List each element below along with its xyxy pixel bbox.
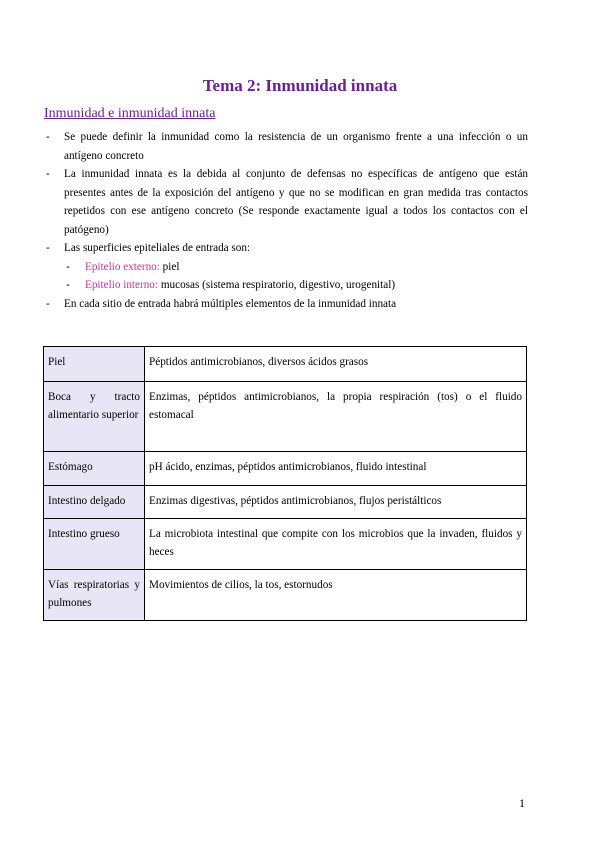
defenses-cell: La microbiota intestinal que compite con los microbios que la invaden, fluidos y heces: [145, 519, 527, 570]
bullet-item: [44, 295, 528, 314]
defenses-cell: Péptidos antimicrobianos, diversos ácidos grasos: [145, 347, 527, 382]
bullet-item: [44, 239, 528, 258]
table-row: [44, 486, 527, 519]
table-row: [44, 519, 527, 570]
bullet-item: [44, 128, 528, 165]
epithelium-label: Epitelio externo:: [85, 260, 160, 273]
site-cell: Estómago: [44, 452, 145, 486]
defenses-cell: Enzimas, péptidos antimicrobianos, la propia respiración (tos) o el fluido estomacal: [145, 382, 527, 452]
section-heading: Inmunidad e inmunidad innata: [44, 106, 216, 121]
table-row: [44, 382, 527, 452]
table-row: [44, 570, 527, 621]
bullet-dash: -: [46, 131, 50, 143]
sub-bullet-item: [44, 258, 528, 277]
bullet-dash: -: [66, 279, 70, 291]
table-row: [44, 347, 527, 382]
defenses-cell: Enzimas digestivas, péptidos antimicrobianos, flujos peristálticos: [145, 486, 527, 519]
defenses-table: [43, 346, 527, 621]
site-cell: Boca y tracto alimentario superior: [44, 382, 145, 452]
bullet-dash: -: [46, 242, 50, 254]
site-cell: Intestino delgado: [44, 486, 145, 519]
bullet-dash: -: [46, 297, 50, 310]
page-number: 1: [519, 796, 525, 810]
bullet-text: mucosas (sistema respiratorio, digestivo, urogenital): [158, 279, 396, 291]
bullet-list: [44, 128, 528, 313]
epithelium-label: Epitelio interno:: [85, 279, 159, 291]
page-title: Tema 2: Inmunidad innata: [202, 76, 398, 95]
defenses-cell: pH ácido, enzimas, péptidos antimicrobianos, fluido intestinal: [145, 452, 527, 486]
bullet-item: [44, 165, 528, 239]
bullet-dash: -: [46, 168, 50, 180]
table-row: [44, 452, 527, 486]
bullet-text: En cada sitio de entrada habrá múltiples elementos de la inmunidad innata: [64, 297, 397, 310]
defenses-cell: Movimientos de cilios, la tos, estornudos: [145, 570, 527, 621]
site-cell: Intestino grueso: [44, 519, 145, 570]
bullet-text: La inmunidad innata es la debida al conjunto de defensas no específicas de antígeno que están presentes antes de la exposición del antígeno y que no se modifican en gran medida tras contactos repetidos con ese antígeno concreto (Se responde exactamente igual a todos los contactos con el patógeno): [64, 168, 528, 236]
bullet-text: piel: [159, 260, 180, 273]
bullet-text: Las superficies epiteliales de entrada son:: [64, 242, 251, 254]
site-cell: Vías respiratorias y pulmones: [44, 570, 145, 621]
site-cell: Piel: [44, 347, 145, 382]
sub-bullet-item: [44, 276, 528, 295]
bullet-dash: -: [66, 260, 70, 273]
bullet-text: Se puede definir la inmunidad como la resistencia de un organismo frente a una infección o un antígeno concreto: [64, 131, 528, 162]
